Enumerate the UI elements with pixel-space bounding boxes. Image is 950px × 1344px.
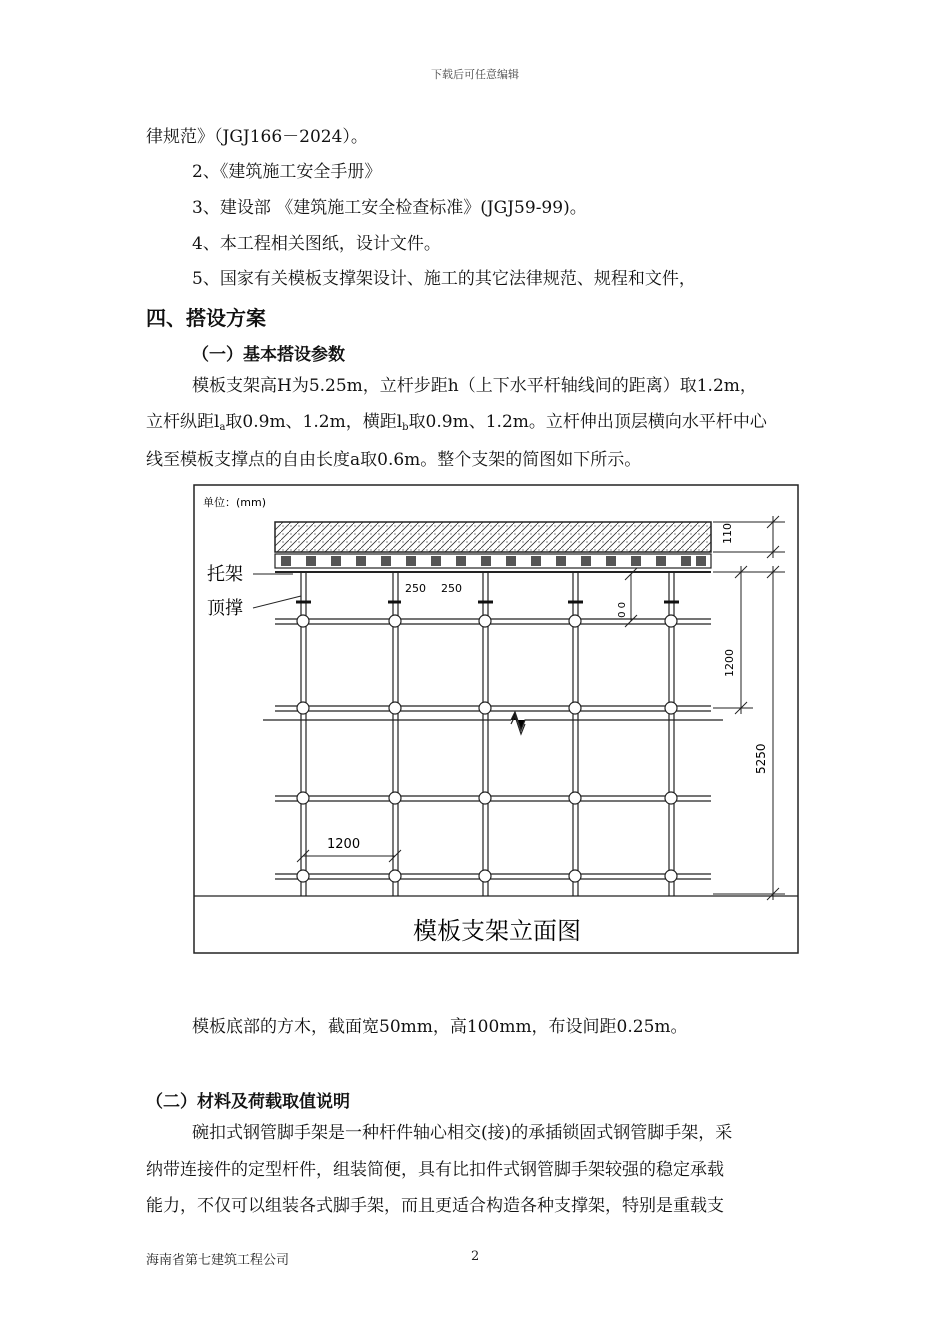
spacing-label-mask	[401, 596, 477, 616]
para1-line3: 线至模板支撑点的自由长度a取0.6m。整个支架的简图如下所示。	[146, 450, 642, 470]
intro-line-5: 5、国家有关模板支撑架设计、施工的其它法律规范、规程和文件，	[192, 269, 696, 289]
after-figure-text: 模板底部的方木，截面宽50mm，高100mm，布设间距0.25m。	[192, 1017, 688, 1037]
spacing-label-a: 250	[405, 582, 426, 595]
para1-line2-c: 取0.9m、1.2m。立杆伸出顶层横向水平杆中心	[408, 412, 767, 432]
para1-line2	[146, 412, 767, 438]
section-heading-4: 四、搭设方案	[146, 306, 266, 330]
bay-width-label: 1200	[327, 837, 361, 852]
slab-section	[275, 522, 711, 552]
para1-line1: 模板支架高H为5.25m，立杆步距h（上下水平杆轴线间的距离）取1.2m，	[192, 376, 757, 396]
header-note: 下载后可任意编辑	[431, 68, 519, 81]
subscript-a: a	[219, 422, 226, 433]
subsection-heading-2: （二）材料及荷载取值说明	[146, 1092, 350, 1112]
jack-label: 顶撑	[207, 598, 243, 619]
bracket-label: 托架	[207, 564, 243, 585]
slab-thickness-label: 110	[721, 523, 734, 544]
intro-line-4: 4、本工程相关图纸，设计文件。	[192, 234, 441, 254]
intro-line-2: 2、《建筑施工安全手册》	[192, 162, 382, 182]
figure-caption: 模板支架立面图	[413, 917, 581, 945]
timber-joists	[275, 554, 711, 568]
para2-line2: 纳带连接件的定型杆件，组装简便，具有比扣件式钢管脚手架较强的稳定承载	[146, 1160, 724, 1180]
subsection-heading-1: （一）基本搭设参数	[192, 345, 345, 365]
subscript-b: b	[402, 422, 409, 433]
formwork-elevation-figure	[193, 484, 799, 954]
free-length-label: 0 0	[615, 602, 626, 618]
total-height-label: 5250	[754, 743, 768, 774]
intro-line-3: 3、建设部 《建筑施工安全检查标准》(JGJ59-99)。	[192, 198, 587, 218]
figure-unit-label: 单位：(mm)	[203, 496, 267, 509]
para1-line2-b: 取0.9m、1.2m，横距l	[225, 412, 403, 432]
spacing-label-b: 250	[441, 582, 462, 595]
footer-page-number: 2	[471, 1249, 480, 1264]
para2-line3: 能力，不仅可以组装各式脚手架，而且更适合构造各种支撑架，特别是重载支	[146, 1196, 724, 1216]
para1-line2-a: 立杆纵距l	[146, 412, 220, 432]
para2-line1: 碗扣式钢管脚手架是一种杆件轴心相交(接)的承插锁固式钢管脚手架，采	[192, 1123, 733, 1143]
footer-company: 海南省第七建筑工程公司	[146, 1253, 290, 1268]
step-height-label: 1200	[723, 649, 736, 677]
intro-line-1: 律规范》（JGJ166－2024）。	[146, 127, 368, 147]
